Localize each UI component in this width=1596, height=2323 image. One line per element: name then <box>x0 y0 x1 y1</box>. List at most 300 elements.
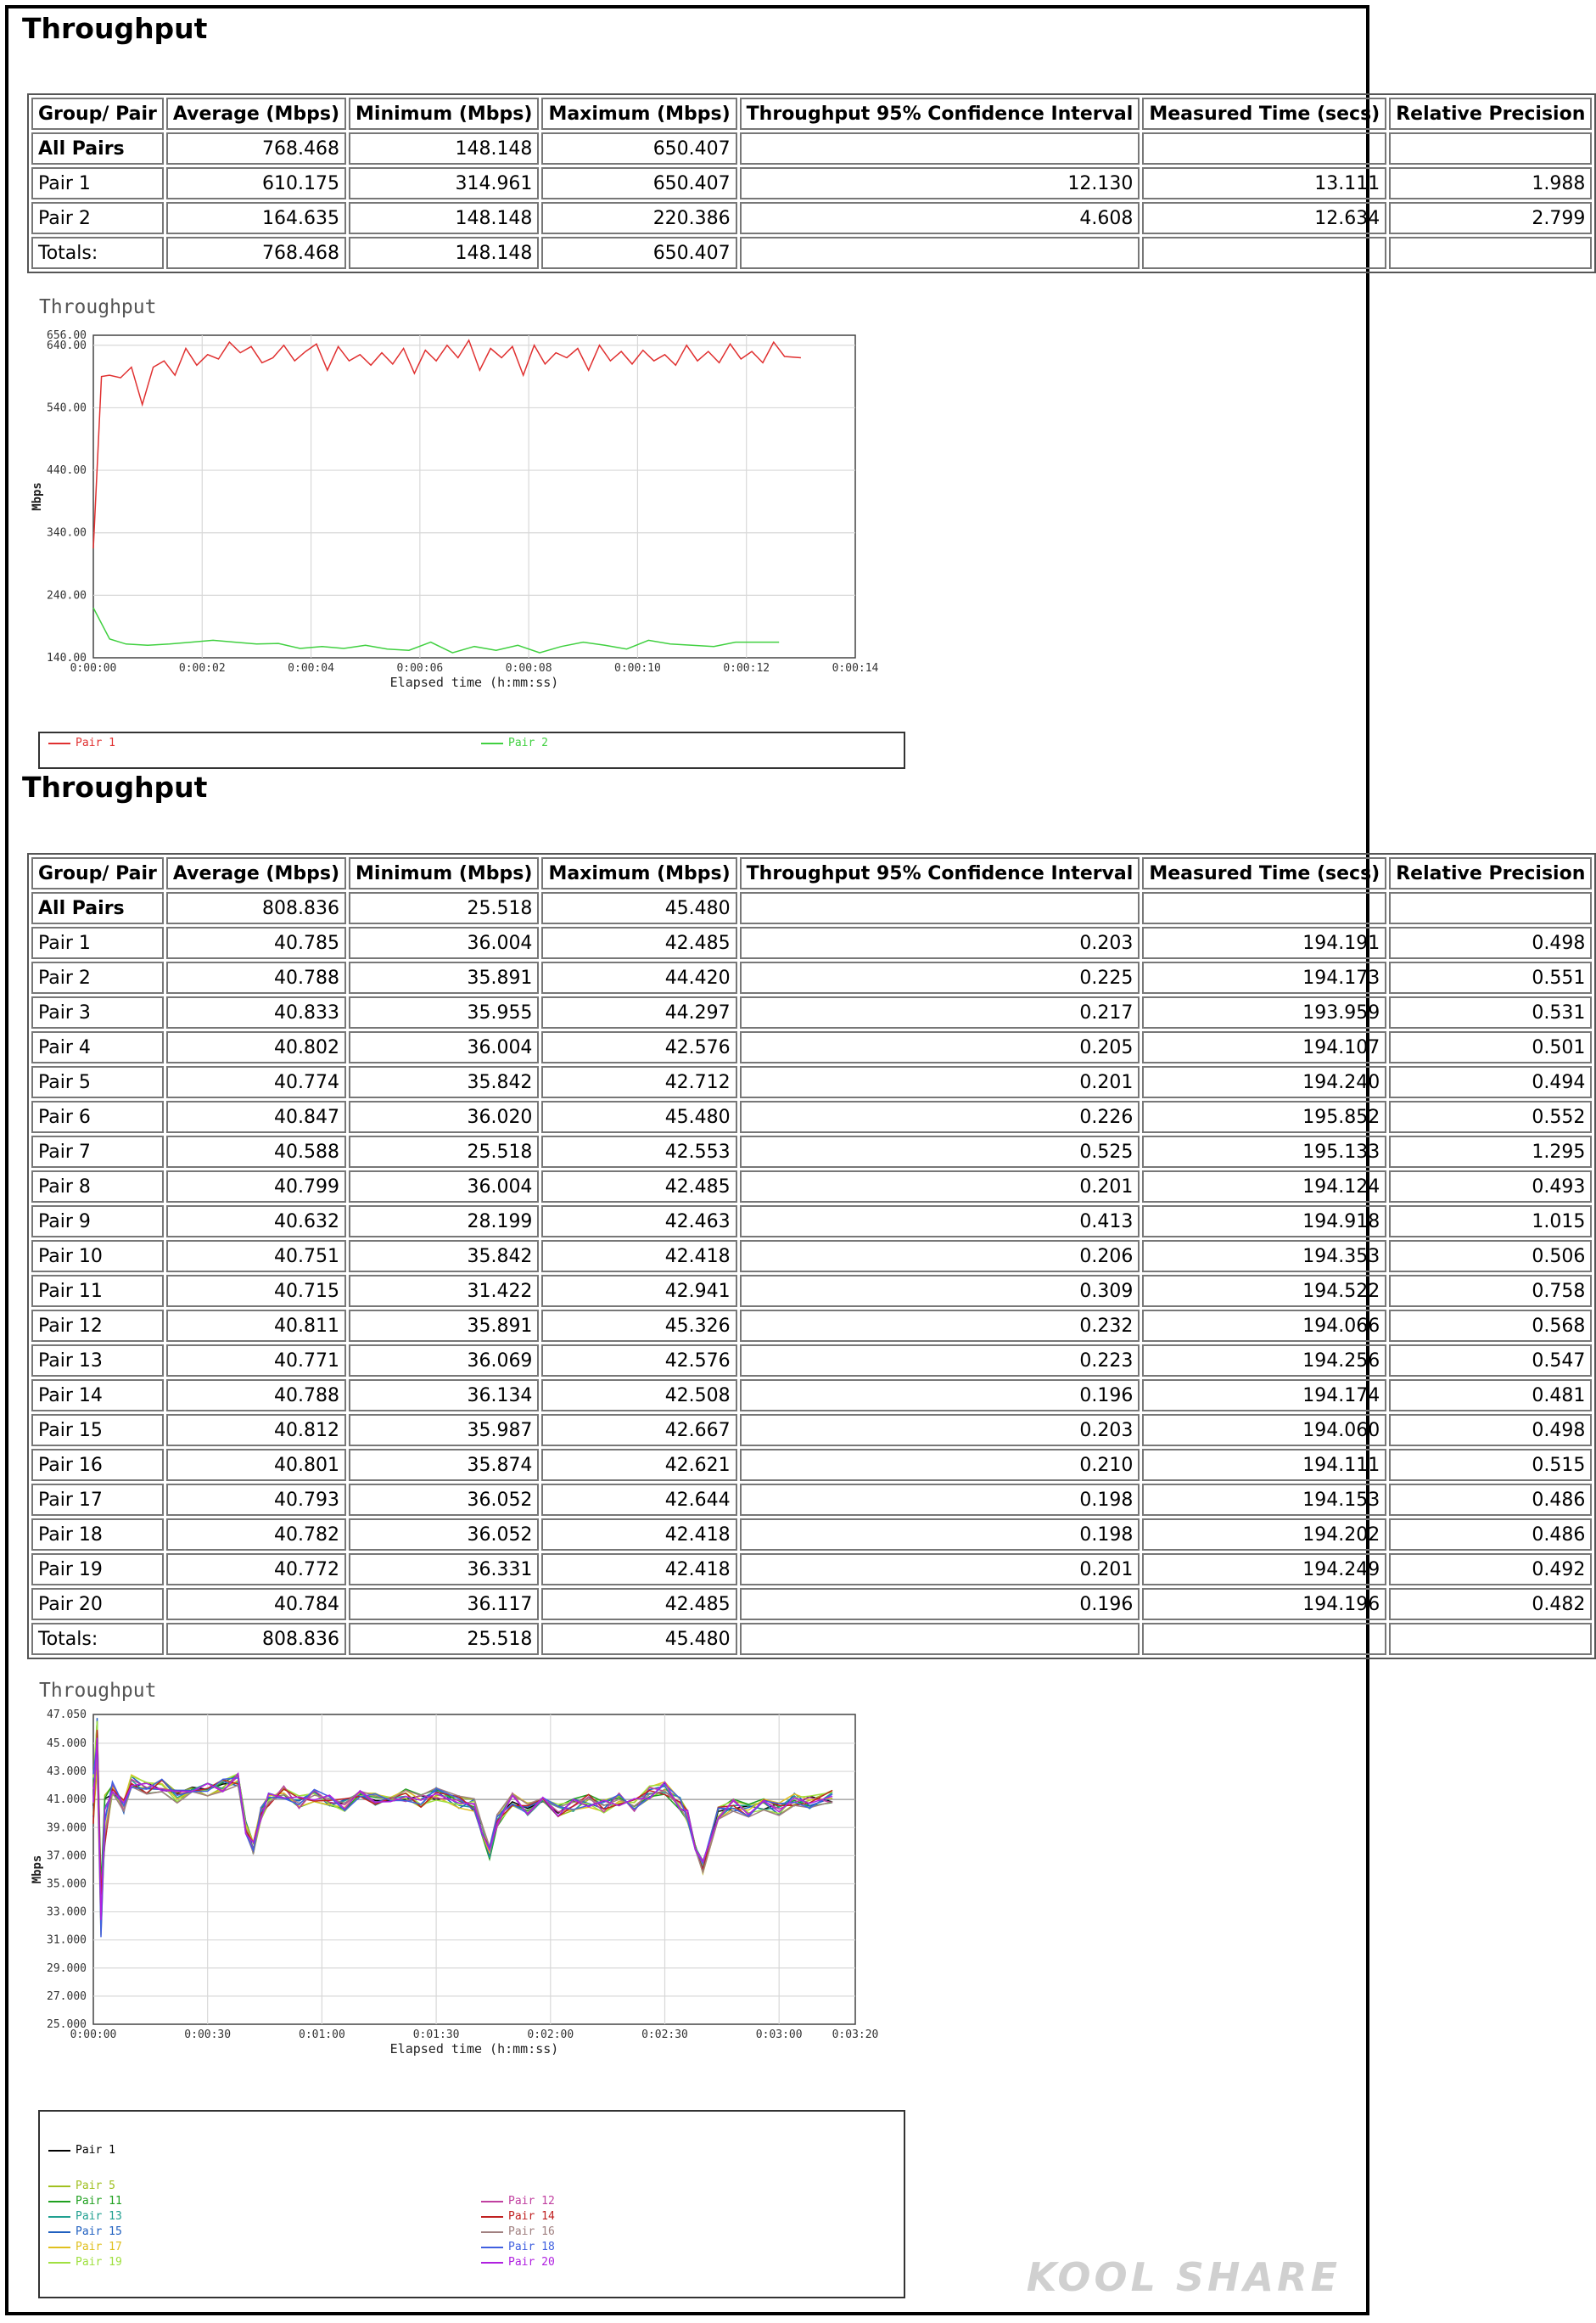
value-cell: 45.480 <box>541 1623 736 1655</box>
value-cell: 0.223 <box>740 1344 1140 1377</box>
value-cell: 195.133 <box>1142 1136 1386 1168</box>
x-axis-label: Elapsed time (h:mm:ss) <box>389 2041 559 2056</box>
legend-label: Pair 17 <box>76 2241 122 2253</box>
legend-label: Pair 11 <box>76 2195 122 2208</box>
legend-swatch <box>481 2262 503 2264</box>
value-cell: 25.518 <box>349 1136 539 1168</box>
value-cell: 148.148 <box>349 132 539 165</box>
y-tick-label: 43.000 <box>47 1765 87 1779</box>
value-cell: 0.525 <box>740 1136 1140 1168</box>
legend-swatch <box>48 2216 70 2218</box>
legend-swatch <box>48 2201 70 2202</box>
column-header: Average (Mbps) <box>166 857 346 889</box>
value-cell: 28.199 <box>349 1205 539 1237</box>
value-cell: 314.961 <box>349 167 539 199</box>
table-row <box>31 1170 1592 1203</box>
x-axis-label: Elapsed time (h:mm:ss) <box>389 675 559 690</box>
legend-label: Pair 20 <box>508 2256 555 2269</box>
value-cell: 194.353 <box>1142 1240 1386 1272</box>
table-row <box>31 962 1592 994</box>
value-cell: 193.959 <box>1142 996 1386 1029</box>
value-cell: 35.874 <box>349 1449 539 1481</box>
value-cell: 0.547 <box>1389 1344 1592 1377</box>
legend-label: Pair 15 <box>76 2225 122 2238</box>
watermark-logo <box>1027 2254 1341 2300</box>
x-tick-label: 0:00:06 <box>396 662 444 675</box>
value-cell: 40.833 <box>166 996 346 1029</box>
value-cell: 12.130 <box>740 167 1140 199</box>
x-tick-label: 0:01:30 <box>412 2028 460 2041</box>
y-tick-label: 41.000 <box>47 1793 87 1807</box>
value-cell: 0.232 <box>740 1310 1140 1342</box>
value-cell: 25.518 <box>349 892 539 924</box>
value-cell: 610.175 <box>166 167 346 199</box>
value-cell: 13.111 <box>1142 167 1386 199</box>
legend-label: Pair 16 <box>508 2225 555 2238</box>
table-row <box>31 1588 1592 1620</box>
legend-label: Pair 13 <box>76 2210 122 2223</box>
legend-swatch <box>48 743 70 744</box>
value-cell: 42.712 <box>541 1066 736 1098</box>
value-cell: 42.667 <box>541 1414 736 1446</box>
table-row <box>31 1275 1592 1307</box>
x-tick-label: 0:03:00 <box>755 2028 803 2041</box>
value-cell: 36.331 <box>349 1553 539 1585</box>
legend-swatch <box>48 2262 70 2264</box>
table-row <box>31 1414 1592 1446</box>
y-tick-label: 25.000 <box>47 2018 87 2031</box>
y-tick-label: 39.000 <box>47 1821 87 1835</box>
value-cell: 36.004 <box>349 1031 539 1063</box>
column-header: Measured Time (secs) <box>1142 98 1386 130</box>
value-cell <box>740 237 1140 269</box>
table-row <box>31 996 1592 1029</box>
value-cell <box>740 892 1140 924</box>
table-row <box>31 892 1592 924</box>
value-cell: 42.485 <box>541 927 736 959</box>
value-cell <box>1389 132 1592 165</box>
y-axis-label: Mbps <box>31 482 44 511</box>
value-cell: 195.852 <box>1142 1101 1386 1133</box>
row-label-cell: Pair 15 <box>31 1414 164 1446</box>
value-cell: 0.413 <box>740 1205 1140 1237</box>
column-header: Throughput 95% Confidence Interval <box>740 857 1140 889</box>
value-cell: 0.196 <box>740 1588 1140 1620</box>
row-label-cell: Pair 19 <box>31 1553 164 1585</box>
value-cell: 45.326 <box>541 1310 736 1342</box>
column-header: Measured Time (secs) <box>1142 857 1386 889</box>
column-header: Maximum (Mbps) <box>541 98 736 130</box>
value-cell: 42.485 <box>541 1170 736 1203</box>
value-cell: 194.124 <box>1142 1170 1386 1203</box>
row-label-cell: Pair 4 <box>31 1031 164 1063</box>
value-cell: 42.485 <box>541 1588 736 1620</box>
value-cell: 4.608 <box>740 202 1140 234</box>
value-cell: 40.801 <box>166 1449 346 1481</box>
value-cell: 194.918 <box>1142 1205 1386 1237</box>
table-row <box>31 167 1592 199</box>
value-cell <box>1389 237 1592 269</box>
value-cell: 40.811 <box>166 1310 346 1342</box>
results-table-1 <box>27 93 1596 273</box>
legend-label: Pair 2 <box>508 737 548 749</box>
value-cell: 194.111 <box>1142 1449 1386 1481</box>
row-label-cell: Pair 17 <box>31 1484 164 1516</box>
y-tick-label: 45.000 <box>47 1737 87 1750</box>
value-cell: 0.482 <box>1389 1588 1592 1620</box>
legend-item <box>48 2210 122 2223</box>
row-label-cell: Pair 16 <box>31 1449 164 1481</box>
row-label-cell: Totals: <box>31 1623 164 1655</box>
value-cell: 42.418 <box>541 1518 736 1551</box>
row-label-cell: Pair 2 <box>31 202 164 234</box>
x-tick-label: 0:00:12 <box>723 662 770 675</box>
row-label-cell: Pair 11 <box>31 1275 164 1307</box>
value-cell: 40.772 <box>166 1553 346 1585</box>
value-cell: 0.226 <box>740 1101 1140 1133</box>
value-cell: 0.203 <box>740 1414 1140 1446</box>
row-label-cell: Pair 1 <box>31 167 164 199</box>
value-cell: 36.004 <box>349 1170 539 1203</box>
value-cell: 0.210 <box>740 1449 1140 1481</box>
value-cell: 40.802 <box>166 1031 346 1063</box>
legend-swatch <box>481 2216 503 2218</box>
value-cell: 35.891 <box>349 962 539 994</box>
value-cell: 36.052 <box>349 1518 539 1551</box>
value-cell: 40.782 <box>166 1518 346 1551</box>
y-tick-label: 29.000 <box>47 1961 87 1975</box>
table-row <box>31 1101 1592 1133</box>
value-cell: 650.407 <box>541 167 736 199</box>
value-cell: 1.988 <box>1389 167 1592 199</box>
value-cell: 0.494 <box>1389 1066 1592 1098</box>
value-cell: 650.407 <box>541 237 736 269</box>
y-tick-label: 35.000 <box>47 1877 87 1891</box>
value-cell: 768.468 <box>166 237 346 269</box>
chart-title: Throughput <box>39 1680 157 1702</box>
table-row <box>31 202 1592 234</box>
value-cell: 194.153 <box>1142 1484 1386 1516</box>
value-cell: 0.551 <box>1389 962 1592 994</box>
value-cell: 40.785 <box>166 927 346 959</box>
value-cell: 42.576 <box>541 1031 736 1063</box>
row-label-cell: Pair 18 <box>31 1518 164 1551</box>
results-table-2 <box>27 853 1596 1659</box>
value-cell: 0.201 <box>740 1066 1140 1098</box>
value-cell: 0.198 <box>740 1518 1140 1551</box>
legend-item <box>48 2195 122 2208</box>
value-cell: 44.297 <box>541 996 736 1029</box>
plot-area <box>93 335 855 658</box>
legend-swatch <box>481 2231 503 2233</box>
value-cell: 42.418 <box>541 1240 736 1272</box>
row-label-cell: Pair 9 <box>31 1205 164 1237</box>
legend-item <box>48 737 115 749</box>
value-cell <box>1389 892 1592 924</box>
row-label-cell: Pair 10 <box>31 1240 164 1272</box>
value-cell: 194.522 <box>1142 1275 1386 1307</box>
value-cell: 42.576 <box>541 1344 736 1377</box>
legend-item <box>481 2195 555 2208</box>
value-cell <box>1389 1623 1592 1655</box>
x-tick-label: 0:00:10 <box>614 662 661 675</box>
y-tick-label: 31.000 <box>47 1933 87 1947</box>
value-cell: 0.552 <box>1389 1101 1592 1133</box>
column-header: Throughput 95% Confidence Interval <box>740 98 1140 130</box>
legend-item <box>481 2225 555 2238</box>
value-cell <box>740 1623 1140 1655</box>
legend-label: Pair 1 <box>76 737 115 749</box>
table-row <box>31 1379 1592 1411</box>
x-tick-label: 0:00:00 <box>70 2028 117 2041</box>
legend-label: Pair 12 <box>508 2195 555 2208</box>
table-row <box>31 1449 1592 1481</box>
table-row <box>31 1310 1592 1342</box>
value-cell: 0.309 <box>740 1275 1140 1307</box>
value-cell: 42.621 <box>541 1449 736 1481</box>
value-cell: 42.644 <box>541 1484 736 1516</box>
value-cell: 40.784 <box>166 1588 346 1620</box>
value-cell: 40.793 <box>166 1484 346 1516</box>
row-label-cell: All Pairs <box>31 132 164 165</box>
table-row <box>31 1240 1592 1272</box>
legend-swatch <box>48 2150 70 2152</box>
value-cell: 194.107 <box>1142 1031 1386 1063</box>
section-title-2: Throughput <box>22 771 208 804</box>
x-tick-label: 0:00:02 <box>178 662 226 675</box>
value-cell: 40.774 <box>166 1066 346 1098</box>
column-header: Minimum (Mbps) <box>349 857 539 889</box>
legend-item <box>48 2256 122 2269</box>
column-header: Maximum (Mbps) <box>541 857 736 889</box>
value-cell <box>1142 1623 1386 1655</box>
value-cell: 0.515 <box>1389 1449 1592 1481</box>
value-cell: 45.480 <box>541 892 736 924</box>
legend-swatch <box>48 2231 70 2233</box>
table-row <box>31 1344 1592 1377</box>
value-cell: 0.758 <box>1389 1275 1592 1307</box>
y-tick-label: 340.00 <box>47 526 87 540</box>
value-cell: 194.202 <box>1142 1518 1386 1551</box>
legend-label: Pair 19 <box>76 2256 122 2269</box>
value-cell: 148.148 <box>349 202 539 234</box>
value-cell: 40.788 <box>166 962 346 994</box>
value-cell: 0.498 <box>1389 1414 1592 1446</box>
x-tick-label: 0:02:30 <box>641 2028 688 2041</box>
legend-swatch <box>481 2247 503 2248</box>
x-tick-label: 0:02:00 <box>527 2028 574 2041</box>
value-cell: 194.249 <box>1142 1553 1386 1585</box>
table-row <box>31 1066 1592 1098</box>
value-cell: 40.788 <box>166 1379 346 1411</box>
value-cell: 0.217 <box>740 996 1140 1029</box>
value-cell: 36.020 <box>349 1101 539 1133</box>
value-cell: 650.407 <box>541 132 736 165</box>
row-label-cell: All Pairs <box>31 892 164 924</box>
y-tick-label: 540.00 <box>47 401 87 415</box>
x-tick-label: 0:00:14 <box>832 662 879 675</box>
column-header: Average (Mbps) <box>166 98 346 130</box>
table-row <box>31 1518 1592 1551</box>
value-cell: 31.422 <box>349 1275 539 1307</box>
legend-item <box>48 2144 115 2157</box>
value-cell: 45.480 <box>541 1101 736 1133</box>
table-row <box>31 1553 1592 1585</box>
value-cell: 12.634 <box>1142 202 1386 234</box>
legend-item <box>481 2256 555 2269</box>
value-cell: 42.508 <box>541 1379 736 1411</box>
value-cell: 36.004 <box>349 927 539 959</box>
value-cell: 1.295 <box>1389 1136 1592 1168</box>
value-cell: 194.066 <box>1142 1310 1386 1342</box>
y-tick-label: 27.000 <box>47 1989 87 2003</box>
row-label-cell: Pair 13 <box>31 1344 164 1377</box>
value-cell: 194.174 <box>1142 1379 1386 1411</box>
value-cell: 808.836 <box>166 1623 346 1655</box>
value-cell: 44.420 <box>541 962 736 994</box>
value-cell: 194.191 <box>1142 927 1386 959</box>
value-cell: 35.842 <box>349 1066 539 1098</box>
value-cell: 40.715 <box>166 1275 346 1307</box>
value-cell: 0.196 <box>740 1379 1140 1411</box>
value-cell: 40.588 <box>166 1136 346 1168</box>
legend-swatch <box>481 2201 503 2202</box>
value-cell: 0.201 <box>740 1553 1140 1585</box>
value-cell: 40.632 <box>166 1205 346 1237</box>
value-cell: 42.553 <box>541 1136 736 1168</box>
value-cell: 164.635 <box>166 202 346 234</box>
value-cell: 0.198 <box>740 1484 1140 1516</box>
row-label-cell: Totals: <box>31 237 164 269</box>
value-cell: 148.148 <box>349 237 539 269</box>
table-row <box>31 1484 1592 1516</box>
row-label-cell: Pair 5 <box>31 1066 164 1098</box>
column-header: Relative Precision <box>1389 98 1592 130</box>
value-cell: 0.493 <box>1389 1170 1592 1203</box>
value-cell: 35.987 <box>349 1414 539 1446</box>
legend-label: Pair 18 <box>508 2241 555 2253</box>
value-cell: 42.418 <box>541 1553 736 1585</box>
y-tick-label: 140.00 <box>47 652 87 665</box>
value-cell: 35.955 <box>349 996 539 1029</box>
legend-item <box>48 2225 122 2238</box>
y-tick-label: 240.00 <box>47 589 87 603</box>
value-cell: 0.225 <box>740 962 1140 994</box>
row-label-cell: Pair 20 <box>31 1588 164 1620</box>
table-row <box>31 132 1592 165</box>
value-cell: 36.052 <box>349 1484 539 1516</box>
y-axis-label: Mbps <box>31 1854 44 1884</box>
legend-swatch <box>48 2186 70 2187</box>
row-label-cell: Pair 7 <box>31 1136 164 1168</box>
value-cell <box>740 132 1140 165</box>
value-cell <box>1142 892 1386 924</box>
y-tick-label: 47.050 <box>47 1709 87 1721</box>
value-cell: 40.771 <box>166 1344 346 1377</box>
throughput-chart-2 <box>32 1676 915 2092</box>
table-row <box>31 1031 1592 1063</box>
report-frame <box>5 5 1586 2315</box>
value-cell: 42.463 <box>541 1205 736 1237</box>
legend-swatch <box>48 2247 70 2248</box>
table-row <box>31 1623 1592 1655</box>
column-header: Minimum (Mbps) <box>349 98 539 130</box>
y-tick-label: 37.000 <box>47 1849 87 1863</box>
x-tick-label: 0:03:20 <box>832 2028 879 2041</box>
x-tick-label: 0:00:08 <box>505 662 552 675</box>
x-tick-label: 0:01:00 <box>299 2028 345 2041</box>
row-label-cell: Pair 12 <box>31 1310 164 1342</box>
value-cell: 36.117 <box>349 1588 539 1620</box>
row-label-cell: Pair 1 <box>31 927 164 959</box>
legend-swatch <box>481 743 503 744</box>
value-cell: 1.015 <box>1389 1205 1592 1237</box>
x-tick-label: 0:00:00 <box>70 662 117 675</box>
value-cell: 0.486 <box>1389 1484 1592 1516</box>
legend-item <box>48 2241 122 2253</box>
watermark-text: KOOL SHARE <box>1026 2254 1341 2300</box>
value-cell: 35.891 <box>349 1310 539 1342</box>
value-cell: 0.486 <box>1389 1518 1592 1551</box>
legend-item <box>481 2210 555 2223</box>
chart-title: Throughput <box>39 296 157 318</box>
column-header: Relative Precision <box>1389 857 1592 889</box>
x-tick-label: 0:00:30 <box>184 2028 232 2041</box>
legend-label: Pair 14 <box>508 2210 555 2223</box>
y-tick-label: 656.00 <box>47 329 87 342</box>
legend-label: Pair 1 <box>76 2144 115 2157</box>
value-cell: 36.069 <box>349 1344 539 1377</box>
value-cell <box>1142 237 1386 269</box>
column-header: Group/ Pair <box>31 857 164 889</box>
column-header: Group/ Pair <box>31 98 164 130</box>
table-row <box>31 1136 1592 1168</box>
value-cell: 0.205 <box>740 1031 1140 1063</box>
table-header-row <box>31 857 1592 889</box>
value-cell: 194.196 <box>1142 1588 1386 1620</box>
value-cell: 0.201 <box>740 1170 1140 1203</box>
value-cell: 808.836 <box>166 892 346 924</box>
value-cell: 40.751 <box>166 1240 346 1272</box>
value-cell: 0.531 <box>1389 996 1592 1029</box>
legend-item <box>481 737 548 749</box>
table-row <box>31 927 1592 959</box>
value-cell: 194.256 <box>1142 1344 1386 1377</box>
table-header-row <box>31 98 1592 130</box>
section-title-1: Throughput <box>22 12 208 45</box>
row-label-cell: Pair 3 <box>31 996 164 1029</box>
value-cell: 35.842 <box>349 1240 539 1272</box>
y-tick-label: 440.00 <box>47 464 87 478</box>
table-row <box>31 237 1592 269</box>
y-tick-label: 33.000 <box>47 1905 87 1919</box>
value-cell: 40.812 <box>166 1414 346 1446</box>
value-cell: 220.386 <box>541 202 736 234</box>
chart-legend-2 <box>38 2110 905 2298</box>
value-cell: 40.847 <box>166 1101 346 1133</box>
value-cell: 194.060 <box>1142 1414 1386 1446</box>
value-cell: 0.498 <box>1389 927 1592 959</box>
value-cell: 0.506 <box>1389 1240 1592 1272</box>
value-cell: 194.173 <box>1142 962 1386 994</box>
value-cell: 25.518 <box>349 1623 539 1655</box>
value-cell: 42.941 <box>541 1275 736 1307</box>
value-cell: 0.568 <box>1389 1310 1592 1342</box>
value-cell: 2.799 <box>1389 202 1592 234</box>
row-label-cell: Pair 2 <box>31 962 164 994</box>
legend-label: Pair 5 <box>76 2180 115 2192</box>
row-label-cell: Pair 6 <box>31 1101 164 1133</box>
